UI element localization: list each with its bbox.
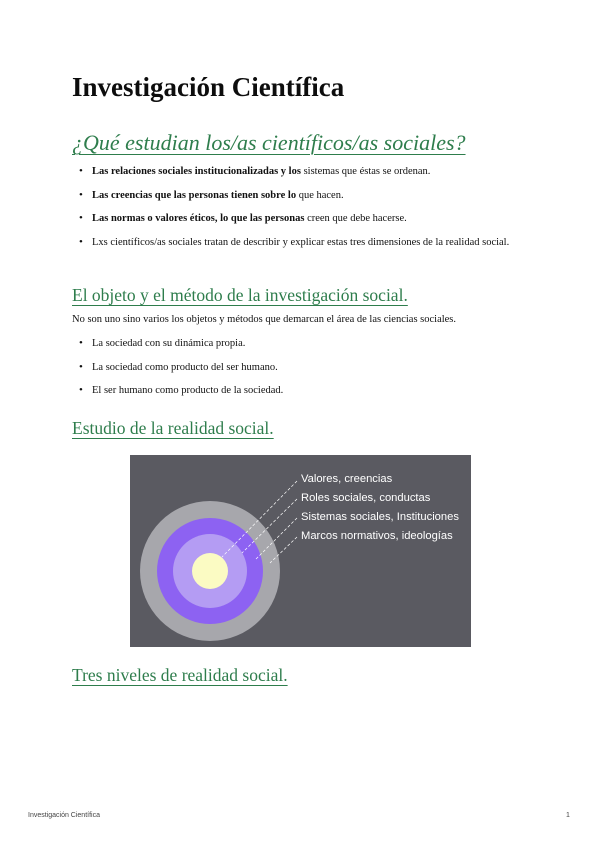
footer-page-number: 1	[566, 812, 570, 819]
figure-label-valores: Valores, creencias	[301, 473, 393, 485]
list-item: • Las relaciones sociales institucionalizadas y los sistemas que éstas se ordenan.	[72, 163, 522, 180]
list-item: • Las normas o valores éticos, lo que las personas creen que debe hacerse.	[72, 210, 522, 227]
figure-label-sistemas: Sistemas sociales, Instituciones	[301, 511, 459, 523]
page-title: Investigación Científica	[72, 72, 345, 102]
section1-bullet-list	[72, 163, 522, 257]
list-item: • El ser humano como producto de la sociedad.	[72, 382, 522, 399]
list-item: • Lxs científicos/as sociales tratan de describir y explicar estas tres dimensiones de la realidad social.	[72, 234, 522, 251]
section2-bullet-list	[72, 335, 522, 406]
list-item: • La sociedad con su dinámica propia.	[72, 335, 522, 352]
section2-lead-text: No son uno sino varios los objetos y métodos que demarcan el área de las ciencias sociales.	[72, 314, 457, 325]
figure-label-marcos: Marcos normativos, ideologías	[301, 530, 453, 542]
section-heading-estudio-realidad: Estudio de la realidad social.	[72, 418, 274, 438]
figure-label-roles: Roles sociales, conductas	[301, 492, 431, 504]
concentric-circles-figure	[130, 455, 471, 647]
core-circle	[192, 553, 228, 589]
section-heading-tres-niveles: Tres niveles de realidad social.	[72, 665, 288, 685]
footer-title: Investigación Científica	[28, 812, 100, 819]
list-item: • La sociedad como producto del ser humano.	[72, 359, 522, 376]
list-item: • Las creencias que las personas tienen sobre lo que hacen.	[72, 187, 522, 204]
section-heading-objeto-metodo: El objeto y el método de la investigación social.	[72, 285, 408, 305]
section-heading-que-estudian: ¿Qué estudian los/as científicos/as sociales?	[72, 130, 466, 155]
